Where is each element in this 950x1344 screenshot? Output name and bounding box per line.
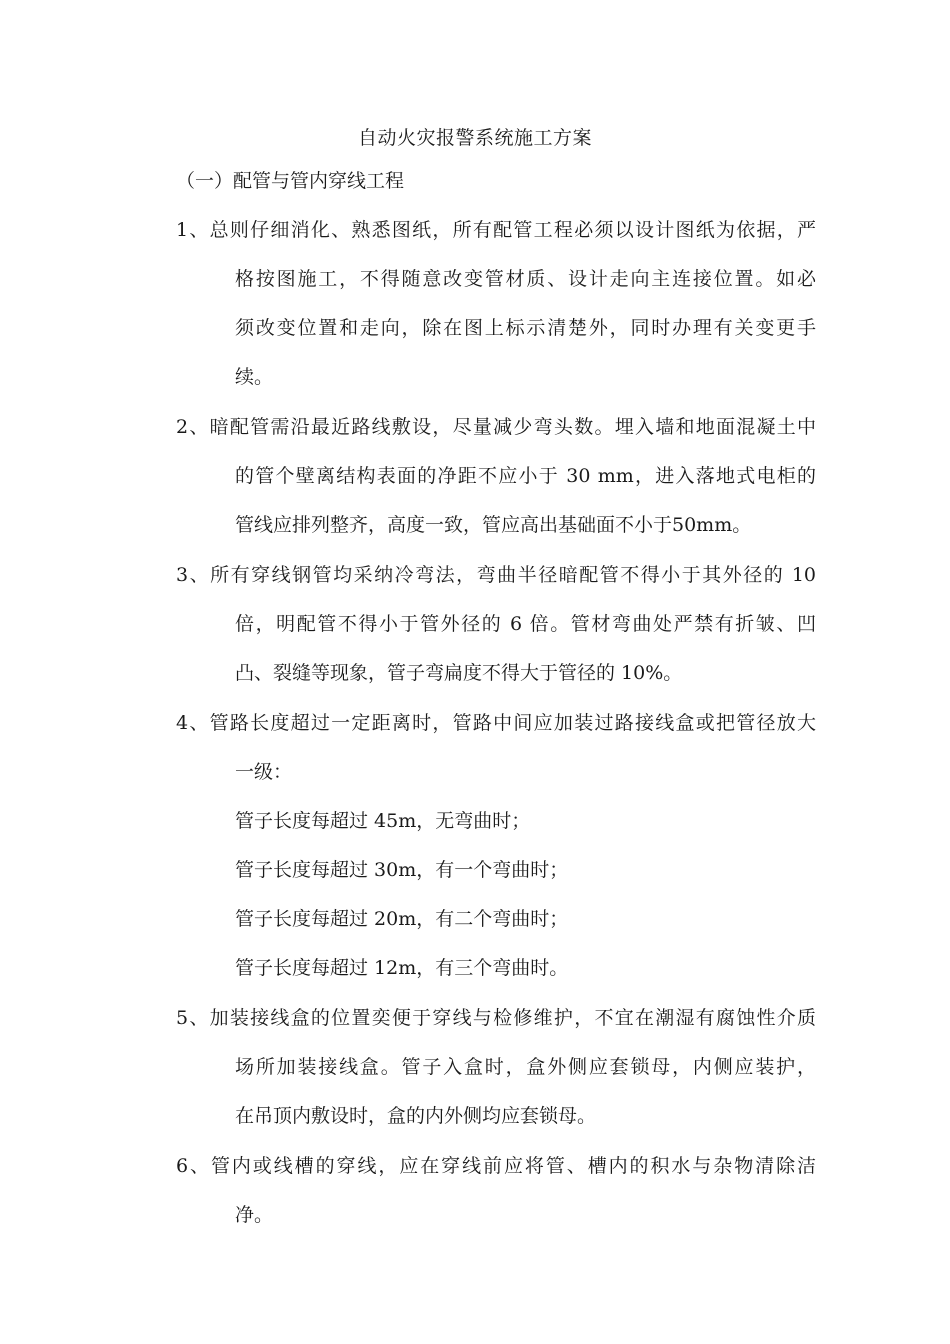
paragraph-line: 的管个壁离结构表面的净距不应小于 30 mm，进入落地式电柜的 (235, 465, 816, 487)
paragraph-line: 净。 (235, 1204, 274, 1226)
paragraph-line: 6、管内或线槽的穿线，应在穿线前应将管、槽内的积水与杂物清除洁 (176, 1155, 816, 1177)
paragraph-line: 一级： (235, 761, 293, 783)
document-title: 自动火灾报警系统施工方案 (357, 127, 592, 149)
sub-item-line: 管子长度每超过 45m，无弯曲时； (235, 810, 531, 832)
sub-item-line: 管子长度每超过 12m，有三个弯曲时。 (235, 957, 569, 979)
paragraph-line: 管线应排列整齐，高度一致，管应高出基础面不小于50mm。 (235, 514, 752, 536)
paragraph-line: 3、所有穿线钢管均采纳冷弯法，弯曲半径暗配管不得小于其外径的 10 (176, 564, 816, 586)
sub-item-line: 管子长度每超过 20m，有二个弯曲时； (235, 908, 569, 930)
paragraph-line: 5、加装接线盒的位置奕便于穿线与检修维护，不宜在潮湿有腐蚀性介质 (176, 1007, 816, 1029)
paragraph-line: 1、总则仔细消化、熟悉图纸，所有配管工程必须以设计图纸为依据，严 (176, 219, 816, 241)
paragraph-line: 凸、裂缝等现象，管子弯扁度不得大于管径的 10%。 (235, 662, 683, 684)
paragraph-line: 2、暗配管需沿最近路线敷设，尽量减少弯头数。埋入墙和地面混凝土中 (176, 416, 816, 438)
sub-item-line: 管子长度每超过 30m，有一个弯曲时； (235, 859, 569, 881)
paragraph-line: 格按图施工，不得随意改变管材质、设计走向主连接位置。如必 (235, 268, 816, 290)
paragraph-line: 在吊顶内敷设时，盒的内外侧均应套锁母。 (235, 1105, 597, 1127)
paragraph-line: 4、管路长度超过一定距离时，管路中间应加装过路接线盒或把管径放大 (176, 712, 816, 734)
section-heading: （一）配管与管内穿线工程 (176, 170, 405, 192)
paragraph-line: 场所加装接线盒。管子入盒时，盒外侧应套锁母，内侧应装护， (235, 1056, 816, 1078)
paragraph-line: 倍，明配管不得小于管外径的 6 倍。管材弯曲处严禁有折皱、凹 (235, 613, 816, 635)
paragraph-line: 续。 (235, 366, 274, 388)
paragraph-line: 须改变位置和走向，除在图上标示清楚外，同时办理有关变更手 (235, 317, 816, 339)
